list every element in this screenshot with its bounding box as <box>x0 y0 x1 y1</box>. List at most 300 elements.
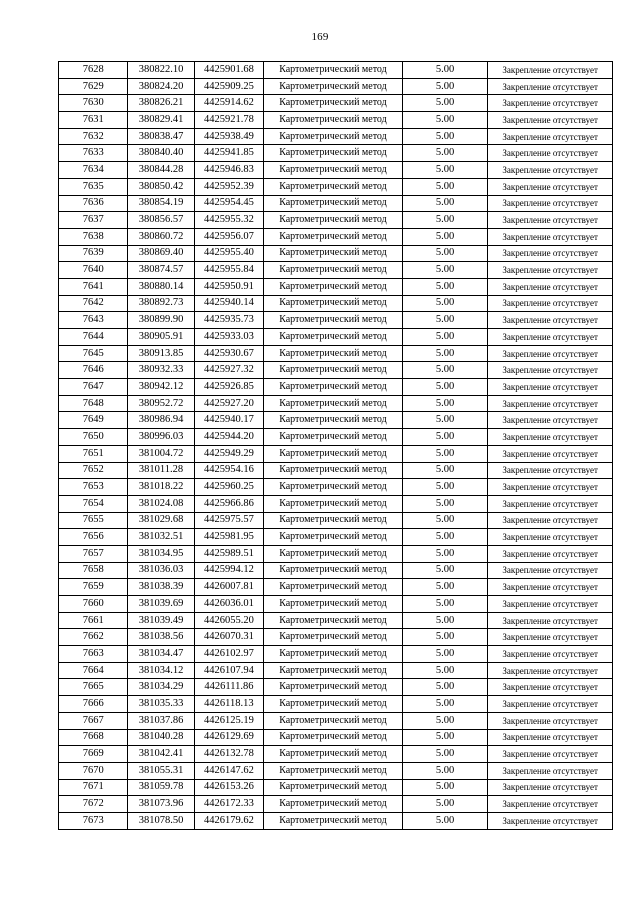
method-cell: Картометрический метод <box>264 812 403 829</box>
method-cell: Картометрический метод <box>264 78 403 95</box>
fixation-cell: Закрепление отсутствует <box>488 412 613 429</box>
table-row <box>59 762 613 779</box>
accuracy-cell: 5.00 <box>402 345 487 362</box>
y-coordinate-cell: 4425981.95 <box>194 529 263 546</box>
x-coordinate-cell: 380822.10 <box>128 62 194 79</box>
table-row <box>59 779 613 796</box>
accuracy-cell: 5.00 <box>402 412 487 429</box>
x-coordinate-cell: 380942.12 <box>128 379 194 396</box>
table-row <box>59 95 613 112</box>
point-number-cell: 7639 <box>59 245 128 262</box>
point-number-cell: 7657 <box>59 545 128 562</box>
point-number-cell: 7671 <box>59 779 128 796</box>
y-coordinate-cell: 4425926.85 <box>194 379 263 396</box>
point-number-cell: 7655 <box>59 512 128 529</box>
accuracy-cell: 5.00 <box>402 362 487 379</box>
fixation-cell: Закрепление отсутствует <box>488 162 613 179</box>
point-number-cell: 7647 <box>59 379 128 396</box>
method-cell: Картометрический метод <box>264 445 403 462</box>
fixation-cell: Закрепление отсутствует <box>488 95 613 112</box>
x-coordinate-cell: 381039.49 <box>128 612 194 629</box>
accuracy-cell: 5.00 <box>402 228 487 245</box>
table-row <box>59 529 613 546</box>
fixation-cell: Закрепление отсутствует <box>488 212 613 229</box>
method-cell: Картометрический метод <box>264 679 403 696</box>
accuracy-cell: 5.00 <box>402 779 487 796</box>
point-number-cell: 7660 <box>59 596 128 613</box>
accuracy-cell: 5.00 <box>402 395 487 412</box>
accuracy-cell: 5.00 <box>402 295 487 312</box>
x-coordinate-cell: 381040.28 <box>128 729 194 746</box>
table-row <box>59 345 613 362</box>
x-coordinate-cell: 380856.57 <box>128 212 194 229</box>
fixation-cell: Закрепление отсутствует <box>488 78 613 95</box>
y-coordinate-cell: 4426107.94 <box>194 662 263 679</box>
point-number-cell: 7630 <box>59 95 128 112</box>
accuracy-cell: 5.00 <box>402 178 487 195</box>
fixation-cell: Закрепление отсутствует <box>488 445 613 462</box>
point-number-cell: 7644 <box>59 329 128 346</box>
table-row <box>59 746 613 763</box>
method-cell: Картометрический метод <box>264 195 403 212</box>
fixation-cell: Закрепление отсутствует <box>488 379 613 396</box>
y-coordinate-cell: 4425989.51 <box>194 545 263 562</box>
method-cell: Картометрический метод <box>264 295 403 312</box>
fixation-cell: Закрепление отсутствует <box>488 145 613 162</box>
x-coordinate-cell: 380824.20 <box>128 78 194 95</box>
table-row <box>59 78 613 95</box>
method-cell: Картометрический метод <box>264 178 403 195</box>
accuracy-cell: 5.00 <box>402 729 487 746</box>
point-number-cell: 7670 <box>59 762 128 779</box>
accuracy-cell: 5.00 <box>402 696 487 713</box>
fixation-cell: Закрепление отсутствует <box>488 245 613 262</box>
fixation-cell: Закрепление отсутствует <box>488 762 613 779</box>
method-cell: Картометрический метод <box>264 746 403 763</box>
table-row <box>59 662 613 679</box>
accuracy-cell: 5.00 <box>402 95 487 112</box>
method-cell: Картометрический метод <box>264 429 403 446</box>
table-row <box>59 712 613 729</box>
accuracy-cell: 5.00 <box>402 462 487 479</box>
x-coordinate-cell: 381011.28 <box>128 462 194 479</box>
table-row <box>59 295 613 312</box>
method-cell: Картометрический метод <box>264 512 403 529</box>
x-coordinate-cell: 381042.41 <box>128 746 194 763</box>
point-number-cell: 7664 <box>59 662 128 679</box>
table-row <box>59 696 613 713</box>
x-coordinate-cell: 381034.12 <box>128 662 194 679</box>
accuracy-cell: 5.00 <box>402 162 487 179</box>
y-coordinate-cell: 4425914.62 <box>194 95 263 112</box>
point-number-cell: 7641 <box>59 278 128 295</box>
point-number-cell: 7669 <box>59 746 128 763</box>
accuracy-cell: 5.00 <box>402 612 487 629</box>
table-row <box>59 796 613 813</box>
point-number-cell: 7651 <box>59 445 128 462</box>
y-coordinate-cell: 4426118.13 <box>194 696 263 713</box>
y-coordinate-cell: 4425938.49 <box>194 128 263 145</box>
y-coordinate-cell: 4426070.31 <box>194 629 263 646</box>
point-number-cell: 7636 <box>59 195 128 212</box>
method-cell: Картометрический метод <box>264 112 403 129</box>
method-cell: Картометрический метод <box>264 145 403 162</box>
x-coordinate-cell: 380840.40 <box>128 145 194 162</box>
accuracy-cell: 5.00 <box>402 812 487 829</box>
point-number-cell: 7649 <box>59 412 128 429</box>
accuracy-cell: 5.00 <box>402 195 487 212</box>
accuracy-cell: 5.00 <box>402 746 487 763</box>
point-number-cell: 7666 <box>59 696 128 713</box>
fixation-cell: Закрепление отсутствует <box>488 278 613 295</box>
method-cell: Картометрический метод <box>264 562 403 579</box>
point-number-cell: 7653 <box>59 479 128 496</box>
table-row <box>59 545 613 562</box>
table-row <box>59 562 613 579</box>
page-number: 169 <box>311 31 329 43</box>
fixation-cell: Закрепление отсутствует <box>488 562 613 579</box>
method-cell: Картометрический метод <box>264 629 403 646</box>
y-coordinate-cell: 4425950.91 <box>194 278 263 295</box>
x-coordinate-cell: 380880.14 <box>128 278 194 295</box>
accuracy-cell: 5.00 <box>402 679 487 696</box>
coordinates-table <box>58 61 613 830</box>
y-coordinate-cell: 4426055.20 <box>194 612 263 629</box>
accuracy-cell: 5.00 <box>402 646 487 663</box>
method-cell: Картометрический метод <box>264 662 403 679</box>
table-row <box>59 228 613 245</box>
x-coordinate-cell: 381035.33 <box>128 696 194 713</box>
y-coordinate-cell: 4426125.19 <box>194 712 263 729</box>
accuracy-cell: 5.00 <box>402 495 487 512</box>
accuracy-cell: 5.00 <box>402 579 487 596</box>
table-row <box>59 445 613 462</box>
x-coordinate-cell: 381038.39 <box>128 579 194 596</box>
y-coordinate-cell: 4425946.83 <box>194 162 263 179</box>
y-coordinate-cell: 4426102.97 <box>194 646 263 663</box>
point-number-cell: 7668 <box>59 729 128 746</box>
accuracy-cell: 5.00 <box>402 262 487 279</box>
fixation-cell: Закрепление отсутствует <box>488 195 613 212</box>
method-cell: Картометрический метод <box>264 612 403 629</box>
x-coordinate-cell: 380850.42 <box>128 178 194 195</box>
point-number-cell: 7632 <box>59 128 128 145</box>
accuracy-cell: 5.00 <box>402 62 487 79</box>
x-coordinate-cell: 381073.96 <box>128 796 194 813</box>
method-cell: Картометрический метод <box>264 62 403 79</box>
fixation-cell: Закрепление отсутствует <box>488 228 613 245</box>
fixation-cell: Закрепление отсутствует <box>488 345 613 362</box>
fixation-cell: Закрепление отсутствует <box>488 128 613 145</box>
table-row <box>59 112 613 129</box>
method-cell: Картометрический метод <box>264 462 403 479</box>
accuracy-cell: 5.00 <box>402 712 487 729</box>
fixation-cell: Закрепление отсутствует <box>488 812 613 829</box>
y-coordinate-cell: 4426172.33 <box>194 796 263 813</box>
point-number-cell: 7648 <box>59 395 128 412</box>
point-number-cell: 7629 <box>59 78 128 95</box>
x-coordinate-cell: 380826.21 <box>128 95 194 112</box>
table-row <box>59 362 613 379</box>
accuracy-cell: 5.00 <box>402 329 487 346</box>
y-coordinate-cell: 4425909.25 <box>194 78 263 95</box>
x-coordinate-cell: 380844.28 <box>128 162 194 179</box>
fixation-cell: Закрепление отсутствует <box>488 329 613 346</box>
method-cell: Картометрический метод <box>264 278 403 295</box>
x-coordinate-cell: 380860.72 <box>128 228 194 245</box>
x-coordinate-cell: 381034.47 <box>128 646 194 663</box>
accuracy-cell: 5.00 <box>402 545 487 562</box>
method-cell: Картометрический метод <box>264 779 403 796</box>
method-cell: Картометрический метод <box>264 329 403 346</box>
fixation-cell: Закрепление отсутствует <box>488 529 613 546</box>
x-coordinate-cell: 380952.72 <box>128 395 194 412</box>
fixation-cell: Закрепление отсутствует <box>488 646 613 663</box>
x-coordinate-cell: 381078.50 <box>128 812 194 829</box>
fixation-cell: Закрепление отсутствует <box>488 596 613 613</box>
method-cell: Картометрический метод <box>264 696 403 713</box>
y-coordinate-cell: 4426129.69 <box>194 729 263 746</box>
fixation-cell: Закрепление отсутствует <box>488 362 613 379</box>
y-coordinate-cell: 4425927.20 <box>194 395 263 412</box>
coordinates-table-body <box>59 62 613 830</box>
table-row <box>59 62 613 79</box>
y-coordinate-cell: 4425901.68 <box>194 62 263 79</box>
method-cell: Картометрический метод <box>264 762 403 779</box>
point-number-cell: 7638 <box>59 228 128 245</box>
y-coordinate-cell: 4425935.73 <box>194 312 263 329</box>
table-row <box>59 495 613 512</box>
accuracy-cell: 5.00 <box>402 562 487 579</box>
fixation-cell: Закрепление отсутствует <box>488 629 613 646</box>
x-coordinate-cell: 381034.95 <box>128 545 194 562</box>
method-cell: Картометрический метод <box>264 262 403 279</box>
x-coordinate-cell: 380905.91 <box>128 329 194 346</box>
accuracy-cell: 5.00 <box>402 445 487 462</box>
point-number-cell: 7672 <box>59 796 128 813</box>
x-coordinate-cell: 380892.73 <box>128 295 194 312</box>
accuracy-cell: 5.00 <box>402 629 487 646</box>
point-number-cell: 7661 <box>59 612 128 629</box>
method-cell: Картометрический метод <box>264 245 403 262</box>
point-number-cell: 7667 <box>59 712 128 729</box>
method-cell: Картометрический метод <box>264 395 403 412</box>
accuracy-cell: 5.00 <box>402 762 487 779</box>
x-coordinate-cell: 381038.56 <box>128 629 194 646</box>
accuracy-cell: 5.00 <box>402 78 487 95</box>
y-coordinate-cell: 4425927.32 <box>194 362 263 379</box>
accuracy-cell: 5.00 <box>402 145 487 162</box>
fixation-cell: Закрепление отсутствует <box>488 662 613 679</box>
x-coordinate-cell: 381055.31 <box>128 762 194 779</box>
fixation-cell: Закрепление отсутствует <box>488 712 613 729</box>
y-coordinate-cell: 4426007.81 <box>194 579 263 596</box>
table-row <box>59 812 613 829</box>
point-number-cell: 7652 <box>59 462 128 479</box>
fixation-cell: Закрепление отсутствует <box>488 495 613 512</box>
fixation-cell: Закрепление отсутствует <box>488 479 613 496</box>
accuracy-cell: 5.00 <box>402 479 487 496</box>
y-coordinate-cell: 4425940.17 <box>194 412 263 429</box>
y-coordinate-cell: 4426179.62 <box>194 812 263 829</box>
accuracy-cell: 5.00 <box>402 379 487 396</box>
method-cell: Картометрический метод <box>264 412 403 429</box>
x-coordinate-cell: 381004.72 <box>128 445 194 462</box>
x-coordinate-cell: 380838.47 <box>128 128 194 145</box>
table-row <box>59 195 613 212</box>
point-number-cell: 7662 <box>59 629 128 646</box>
table-row <box>59 646 613 663</box>
fixation-cell: Закрепление отсутствует <box>488 395 613 412</box>
point-number-cell: 7631 <box>59 112 128 129</box>
y-coordinate-cell: 4425955.84 <box>194 262 263 279</box>
point-number-cell: 7659 <box>59 579 128 596</box>
y-coordinate-cell: 4425955.40 <box>194 245 263 262</box>
method-cell: Картометрический метод <box>264 95 403 112</box>
table-row <box>59 128 613 145</box>
method-cell: Картометрический метод <box>264 345 403 362</box>
method-cell: Картометрический метод <box>264 228 403 245</box>
method-cell: Картометрический метод <box>264 596 403 613</box>
accuracy-cell: 5.00 <box>402 212 487 229</box>
table-row <box>59 278 613 295</box>
table-row <box>59 162 613 179</box>
y-coordinate-cell: 4425940.14 <box>194 295 263 312</box>
table-row <box>59 178 613 195</box>
x-coordinate-cell: 380829.41 <box>128 112 194 129</box>
method-cell: Картометрический метод <box>264 379 403 396</box>
method-cell: Картометрический метод <box>264 495 403 512</box>
table-row <box>59 512 613 529</box>
x-coordinate-cell: 381029.68 <box>128 512 194 529</box>
fixation-cell: Закрепление отсутствует <box>488 262 613 279</box>
point-number-cell: 7663 <box>59 646 128 663</box>
point-number-cell: 7665 <box>59 679 128 696</box>
x-coordinate-cell: 380869.40 <box>128 245 194 262</box>
accuracy-cell: 5.00 <box>402 278 487 295</box>
y-coordinate-cell: 4425956.07 <box>194 228 263 245</box>
table-row <box>59 412 613 429</box>
y-coordinate-cell: 4425975.57 <box>194 512 263 529</box>
accuracy-cell: 5.00 <box>402 112 487 129</box>
method-cell: Картометрический метод <box>264 545 403 562</box>
table-row <box>59 145 613 162</box>
table-row <box>59 629 613 646</box>
method-cell: Картометрический метод <box>264 162 403 179</box>
y-coordinate-cell: 4425921.78 <box>194 112 263 129</box>
x-coordinate-cell: 380854.19 <box>128 195 194 212</box>
x-coordinate-cell: 381039.69 <box>128 596 194 613</box>
table-row <box>59 379 613 396</box>
x-coordinate-cell: 380899.90 <box>128 312 194 329</box>
x-coordinate-cell: 380932.33 <box>128 362 194 379</box>
method-cell: Картометрический метод <box>264 712 403 729</box>
method-cell: Картометрический метод <box>264 529 403 546</box>
y-coordinate-cell: 4425933.03 <box>194 329 263 346</box>
table-row <box>59 329 613 346</box>
method-cell: Картометрический метод <box>264 479 403 496</box>
y-coordinate-cell: 4425955.32 <box>194 212 263 229</box>
point-number-cell: 7650 <box>59 429 128 446</box>
table-row <box>59 596 613 613</box>
method-cell: Картометрический метод <box>264 579 403 596</box>
x-coordinate-cell: 381036.03 <box>128 562 194 579</box>
method-cell: Картометрический метод <box>264 362 403 379</box>
table-row <box>59 462 613 479</box>
method-cell: Картометрический метод <box>264 729 403 746</box>
method-cell: Картометрический метод <box>264 128 403 145</box>
table-row <box>59 729 613 746</box>
table-row <box>59 312 613 329</box>
table-row <box>59 679 613 696</box>
x-coordinate-cell: 381059.78 <box>128 779 194 796</box>
x-coordinate-cell: 381037.86 <box>128 712 194 729</box>
fixation-cell: Закрепление отсутствует <box>488 612 613 629</box>
x-coordinate-cell: 380996.03 <box>128 429 194 446</box>
y-coordinate-cell: 4426111.86 <box>194 679 263 696</box>
fixation-cell: Закрепление отсутствует <box>488 796 613 813</box>
accuracy-cell: 5.00 <box>402 512 487 529</box>
point-number-cell: 7642 <box>59 295 128 312</box>
table-row <box>59 262 613 279</box>
y-coordinate-cell: 4425944.20 <box>194 429 263 446</box>
accuracy-cell: 5.00 <box>402 128 487 145</box>
accuracy-cell: 5.00 <box>402 596 487 613</box>
fixation-cell: Закрепление отсутствует <box>488 295 613 312</box>
point-number-cell: 7628 <box>59 62 128 79</box>
accuracy-cell: 5.00 <box>402 312 487 329</box>
fixation-cell: Закрепление отсутствует <box>488 746 613 763</box>
table-row <box>59 212 613 229</box>
x-coordinate-cell: 380986.94 <box>128 412 194 429</box>
table-row <box>59 245 613 262</box>
accuracy-cell: 5.00 <box>402 529 487 546</box>
point-number-cell: 7637 <box>59 212 128 229</box>
point-number-cell: 7646 <box>59 362 128 379</box>
x-coordinate-cell: 381024.08 <box>128 495 194 512</box>
point-number-cell: 7658 <box>59 562 128 579</box>
fixation-cell: Закрепление отсутствует <box>488 579 613 596</box>
point-number-cell: 7656 <box>59 529 128 546</box>
point-number-cell: 7640 <box>59 262 128 279</box>
table-row <box>59 579 613 596</box>
x-coordinate-cell: 380913.85 <box>128 345 194 362</box>
y-coordinate-cell: 4426147.62 <box>194 762 263 779</box>
accuracy-cell: 5.00 <box>402 796 487 813</box>
point-number-cell: 7633 <box>59 145 128 162</box>
fixation-cell: Закрепление отсутствует <box>488 779 613 796</box>
fixation-cell: Закрепление отсутствует <box>488 545 613 562</box>
fixation-cell: Закрепление отсутствует <box>488 679 613 696</box>
method-cell: Картометрический метод <box>264 312 403 329</box>
y-coordinate-cell: 4425941.85 <box>194 145 263 162</box>
method-cell: Картометрический метод <box>264 796 403 813</box>
table-row <box>59 479 613 496</box>
y-coordinate-cell: 4425952.39 <box>194 178 263 195</box>
y-coordinate-cell: 4425954.16 <box>194 462 263 479</box>
x-coordinate-cell: 381018.22 <box>128 479 194 496</box>
point-number-cell: 7654 <box>59 495 128 512</box>
y-coordinate-cell: 4425954.45 <box>194 195 263 212</box>
fixation-cell: Закрепление отсутствует <box>488 729 613 746</box>
method-cell: Картометрический метод <box>264 212 403 229</box>
fixation-cell: Закрепление отсутствует <box>488 696 613 713</box>
method-cell: Картометрический метод <box>264 646 403 663</box>
accuracy-cell: 5.00 <box>402 429 487 446</box>
accuracy-cell: 5.00 <box>402 662 487 679</box>
fixation-cell: Закрепление отсутствует <box>488 178 613 195</box>
table-row <box>59 429 613 446</box>
